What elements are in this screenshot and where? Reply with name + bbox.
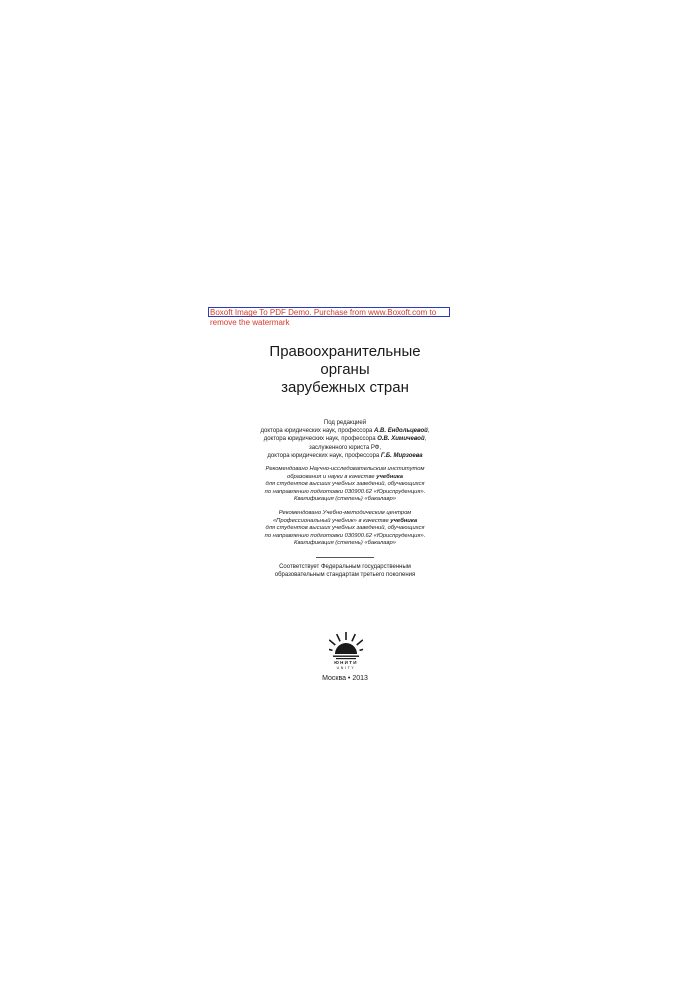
recommendation-1-line1: Рекомендовано Научно-исследовательским институтом xyxy=(265,466,425,472)
editor-2 xyxy=(200,435,490,443)
publisher-logo-subtext: UNITY xyxy=(336,666,356,670)
recommendation-2-textbook: учебника xyxy=(390,517,418,524)
recommendation-1-line2-text: образования и науки в качестве xyxy=(286,473,375,480)
book-title xyxy=(200,343,490,397)
section-divider xyxy=(316,557,374,558)
editor-2-suffix: , xyxy=(424,436,427,443)
editor-2-title: заслуженного юриста РФ, xyxy=(308,444,382,451)
watermark-text-line1[interactable]: Boxoft Image To PDF Demo. Purchase from www.Boxoft.com to xyxy=(210,308,437,317)
book-title-line1: Правоохранительные xyxy=(269,343,421,360)
editors-block xyxy=(200,419,490,460)
recommendation-2-line2-text: «Профессиональный учебник» в качестве xyxy=(272,517,389,524)
editor-2-credentials: доктора юридических наук, профессора xyxy=(263,436,376,443)
unity-sun-logo-icon xyxy=(329,630,363,660)
recommendation-2-line3: для студентов высших учебных заведений, обучающихся xyxy=(265,525,425,532)
book-title-line3: зарубежных стран xyxy=(281,379,409,396)
recommendation-1-textbook: учебника xyxy=(376,473,404,480)
editor-1-suffix: , xyxy=(427,428,430,435)
publisher-logo-text: ЮНИТИ xyxy=(334,660,358,665)
recommendation-1-line5: Квалификация (степень) «бакалавр» xyxy=(294,496,396,503)
editor-3 xyxy=(200,452,490,460)
book-title-line2: органы xyxy=(320,361,370,378)
editor-3-credentials: доктора юридических наук, профессора xyxy=(267,452,380,459)
editor-3-name: Г.Б. Мирзоева xyxy=(380,452,423,459)
recommendation-2 xyxy=(200,510,490,548)
watermark-text-line2: remove the watermark xyxy=(210,318,290,327)
standard-line1: Соответствует Федеральным государственным xyxy=(279,564,411,570)
standard-line2: образовательным стандартам третьего поколения xyxy=(274,572,416,578)
editors-intro: Под редакцией xyxy=(323,420,367,426)
recommendation-1 xyxy=(200,466,490,504)
recommendation-2-line5: Квалификация (степень) «бакалавр» xyxy=(294,540,396,547)
recommendation-1-line3: для студентов высших учебных заведений, обучающихся xyxy=(265,481,425,488)
editor-2-name: О.В. Химичевой xyxy=(377,436,425,443)
editor-1 xyxy=(200,427,490,435)
editor-1-name: А.В. Ендольцевой xyxy=(374,428,428,435)
recommendation-2-line4: по направлению подготовки 030900.62 «Юриспруденция». xyxy=(264,532,426,539)
standard-compliance xyxy=(200,563,490,579)
imprint-city-year: Москва • 2013 xyxy=(322,675,368,682)
recommendation-1-line4: по направлению подготовки 030900.62 «Юриспруденция». xyxy=(264,488,426,495)
editor-1-credentials: доктора юридических наук, профессора xyxy=(260,428,373,435)
recommendation-2-line1: Рекомендовано Учебно-методическим центром xyxy=(278,510,412,516)
